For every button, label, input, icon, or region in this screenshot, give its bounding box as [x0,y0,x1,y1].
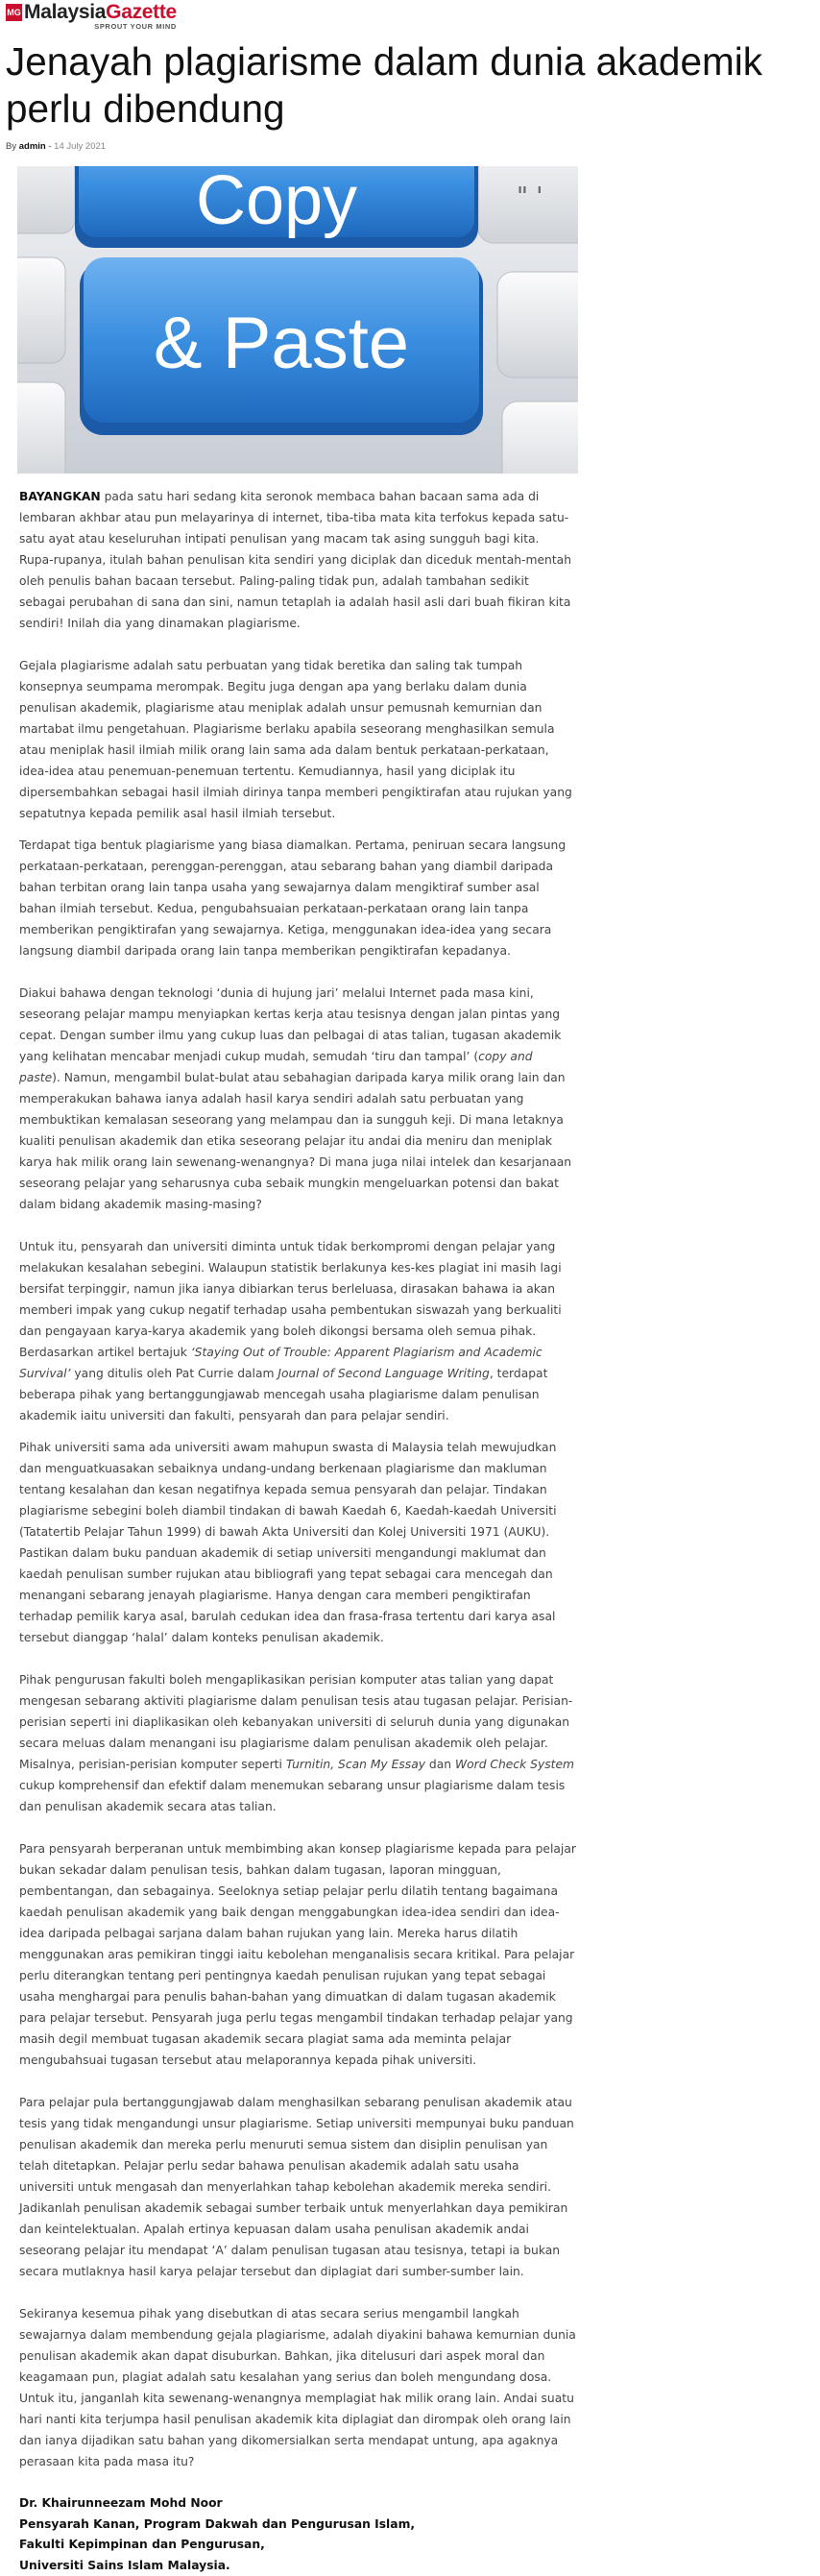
featured-image [17,166,578,474]
paste-key-label: & Paste [154,303,409,384]
logo-mark[interactable]: MG [6,4,22,21]
paragraph-9: Para pelajar pula bertanggungjawab dalam menghasilkan sebarang penulisan akademik atau tesis yang tidak mengandungi unsur plagiarisme. Setiap universiti mempunyai buku panduan penulisan akademik dan mereka perlu menuruti semua sistem dan disiplin penulisan yan telah ditetapkan. Pelajar perlu sedar bahawa penulisan akademik adalah satu usaha universiti untuk mengasah dan menyerlahkan tahap kebolehan akademik mereka sendiri. Jadikanlah penulisan akademik sebagai sumber terbaik untuk menyerlahkan daya pemikiran dan keintelektualan. Apalah ertinya kepuasan dalam usaha penulisan akademik andai seseorang pelajar itu mendapat ‘A’ dalam penulisan tugasan atau tesisnya, tetapi ia bukan secara mutlaknya hasil karya pelajar tersebut dan diplagiat dari sumber-sumber lain. [19,2092,576,2282]
logo-text[interactable] [24,3,177,22]
site-header [6,3,177,36]
signature-position: Pensyarah Kanan, Program Dakwah dan Pengurusan Islam, [19,2515,576,2536]
signature-university: Universiti Sains Islam Malaysia. [19,2556,576,2576]
paragraph-5 [19,1236,576,1426]
paragraph-3: Terdapat tiga bentuk plagiarisme yang biasa diamalkan. Pertama, peniruan secara langsung perkataan-perkataan, perenggan-perenggan, atau sebarang bahan yang diambil daripada bahan terbitan orang lain tanpa usaha yang sewajarnya dalam mengiktiraf sumber asal bahan ilmiah tersebut. Kedua, pengubahsuaian perkataan-perkataan orang lain tanpa memberikan pengiktirafan yang sewajarnya. Ketiga, menggunakan idea-idea yang secara langsung diambil daripada orang lain tanpa memberikan pengiktirafan kepadanya. [19,835,576,961]
author-signature [19,2493,576,2576]
byline-prefix: By [6,141,16,152]
signature-name: Dr. Khairunneezam Mohd Noor [19,2493,576,2515]
paragraph-1-text: pada satu hari sedang kita seronok membaca bahan bacaan sama ada di lembaran akhbar atau pun melayarinya di internet, tiba-tiba mata kita terfokus kepada satu-satu ayat atau keseluruhan intipati penulisan yang macam tak asing sungguh bagi kita. Rupa-rupanya, itulah bahan penulisan kita sendiri yang diciplak dan diceduk mentah-mentah oleh penulis bahan bacaan tersebut. Paling-paling tidak pun, adalah tambahan sedikit sebagai perubahan di sana dan sini, namun tetaplah ia adalah hasil asli dari buah fikiran kita sendiri! Inilah dia yang dinamakan plagiarisme. [19,490,571,630]
publish-date: 14 July 2021 [54,141,106,152]
paragraph-8: Para pensyarah berperanan untuk membimbing akan konsep plagiarisme kepada para pelajar bukan sekadar dalam penulisan tesis, bahkan dalam tugasan, laporan mingguan, pembentangan, dan sebagainya. Seeloknya setiap pelajar perlu dilatih tentang bagaimana kaedah penulisan akademik yang baik dengan menggabungkan idea-idea sendiri dan idea-idea daripada pelbagai sarjana dalam bahan rujukan yang lain. Mereka harus dilatih menggunakan aras pemikiran tinggi iaitu kebolehan menganalisis secara kritikal. Para pelajar perlu diterangkan tentang peri pentingnya kaedah penulisan rujukan yang tepat sebagai usaha menghargai para penulis bahan-bahan yang dimuatkan di dalam tugasan akademik para pelajar tersebut. Pensyarah juga perlu tegas mengambil tindakan terhadap pelajar yang masih degil membuat tugasan akademik secara plagiat sama ada meminta pelajar mengubahsuai tugasan tersebut atau melaporannya kepada pihak universiti. [19,1838,576,2071]
paragraph-2: Gejala plagiarisme adalah satu perbuatan yang tidak beretika dan saling tak tumpah konsepnya seumpama merompak. Begitu juga dengan apa yang berlaku dalam dunia penulisan akademik, plagiarisme atau meniplak adalah unsur pemusnah kemurnian dan martabat ilmu pengetahuan. Plagiarisme berlaku apabila seseorang menghasilkan semula atau meniplak hasil ilmiah milik orang lain sama ada dalam bentuk perkataan-perkataan, idea-idea atau penemuan-penemuan tertentu. Kemudiannya, hasil yang diciplak itu dipersembahkan sebagai hasil ilmiah dirinya tanpa memberi pengiktirafan atau rujukan yang sepatutnya kepada pemilik asal hasil ilmiah tersebut. [19,655,576,824]
article-title: Jenayah plagiarisme dalam dunia akademik perlu dibendung [6,38,812,133]
signature-faculty: Fakulti Kepimpinan dan Pengurusan, [19,2535,576,2556]
meta-separator: - [48,141,51,152]
logo-tagline: SPROUT YOUR MIND [24,22,177,31]
copy-key-label: Copy [196,166,357,239]
paragraph-4 [19,983,576,1215]
paragraph-5-article-title: ‘Staying Out of Trouble: Apparent Plagiarism and Academic Survival’ [19,1346,543,1380]
paragraph-7-text-c: cukup komprehensif dan efektif dalam menemukan sebarang unsur plagiarisme dalam tesis dan penulisan akademik secara atas talian. [19,1779,565,1813]
paragraph-10: Sekiranya kesemua pihak yang disebutkan di atas secara serius mengambil langkah sewajarnya dalam membendung gejala plagiarisme, adalah diyakini bahawa kemurnian dunia penulisan akademik akan dapat disuburkan. Bahkan, jika ditelusuri dari aspek moral dan keagamaan pun, plagiat adalah satu kesalahan yang serius dan boleh mengundang dosa. Untuk itu, janganlah kita sewenang-wenangnya memplagiat hak milik orang lain. Andai suatu hari nanti kita terjumpa hasil penulisan akademik kita diplagiat dan dirompak oleh orang lain dan ianya dijadikan satu bahan yang dikomersialkan serta mendapat untung, apa agaknya perasaan kita pada masa itu? [19,2303,576,2472]
paragraph-1 [19,486,576,634]
paragraph-7-software-names: Turnitin, Scan My Essay [286,1758,425,1771]
lead-word: BAYANGKAN [19,490,101,503]
paragraph-6: Pihak universiti sama ada universiti awam mahupun swasta di Malaysia telah mewujudkan dan menguatkuasakan sebaiknya undang-undang berkenaan plagiarisme dan makluman tentang kesalahan dan kesan negatifnya kepada semua pensyarah dan pelajar. Tindakan plagiarisme sebegini boleh diambil tindakan di bawah Kaedah 6, Kaedah-kaedah Universiti (Tatatertib Pelajar Tahun 1999) di bawah Akta Universiti dan Kolej Universiti 1971 (AUKU). Pastikan dalam buku panduan akademik di setiap universiti mengandungi maklumat dan kaedah penulisan sumber rujukan atau bibliografi yang tepat sebagai cara mencegah dan menangani sebarang jenayah plagiarisme. Hanya dengan cara memberi pengiktirafan terhadap pemilik karya asal, barulah cedukan idea dan frasa-frasa tertentu dari karya asal tersebut dianggap ‘halal’ dalam konteks penulisan akademik. [19,1437,576,1648]
logo-text-part1: Malaysia [24,1,106,23]
logo-text-part2: Gazette [106,1,177,23]
corner-key-glyph: " ' [517,182,543,211]
paragraph-7-software-name: Word Check System [455,1758,574,1771]
paragraph-4-emphasis: copy and paste [19,1050,533,1084]
article-meta [6,141,106,152]
paragraph-7 [19,1669,576,1817]
site-logo[interactable] [24,3,177,31]
paragraph-5-text-b: yang ditulis oleh Pat Currie dalam [71,1367,278,1380]
author-link[interactable]: admin [19,141,46,152]
paragraph-5-text-c: , terdapat beberapa pihak yang bertanggungjawab mencegah usaha plagiarisme dalam penulisan akademik iaitu universiti dan fakulti, pensyarah dan para pelajar sendiri. [19,1367,547,1422]
paragraph-4-text-a: Diakui bahawa dengan teknologi ‘dunia di hujung jari’ melalui Internet pada masa kini, seseorang pelajar mampu menyiapkan kertas kerja atau tesisnya dengan jalan pintas yang cepat. Dengan sumber ilmu yang cukup luas dan pelbagai di atas talian, tugasan akademik yang kelihatan mencabar menjadi cukup mudah, semudah ‘tiru dan tampal’ ( [19,986,561,1063]
paragraph-7-text-a: Pihak pengurusan fakulti boleh mengaplikasikan perisian komputer atas talian yang dapat mengesan sebarang aktiviti plagiarisme dalam penulisan tesis atau tugasan pelajar. Perisian-perisian seperti ini diaplikasikan oleh kebanyakan universiti di seluruh dunia yang digunakan secara meluas dalam menangani isu plagiarisme dalam penulisan akademik oleh pelajar. Misalnya, perisian-perisian komputer seperti [19,1673,572,1771]
copy-paste-keyboard-illustration [17,166,578,474]
paragraph-4-text-b: ). Namun, mengambil bulat-bulat atau sebahagian daripada karya milik orang lain dan memperakukan bahawa ianya adalah hasil karya sendiri adalah satu perbuatan yang membuktikan kemalasan seseorang yang melampau dan ia sungguh keji. Di mana letaknya kualiti penulisan akademik dan etika seseorang pelajar itu andai dia meniru dan meniplak karya hak milik orang lain sewenang-wenangnya? Di mana juga nilai intelek dan kesarjanaan seseorang pelajar yang seharusnya cuba sebaik mungkin mengeluarkan potensi dan bakat dalam bidang akademik masing-masing? [19,1071,571,1211]
article-body [19,486,576,2576]
paragraph-5-journal-title: Journal of Second Language Writing [277,1367,489,1380]
paragraph-5-text-a: Untuk itu, pensyarah dan universiti diminta untuk tidak berkompromi dengan pelajar yang melakukan kesalahan sebegini. Walaupun statistik berlakunya kes-kes plagiat ini masih lagi bersifat terpinggir, namun jika ianya dibiarkan terus berleluasa, dirasakan bahawa ia akan memberi impak yang cukup negatif terhadap usaha pembentukan siswazah yang berkualiti dan pengayaan karya-karya akademik yang boleh dikongsi bersama oleh semua pihak. Berdasarkan artikel bertajuk [19,1240,562,1359]
paragraph-7-text-b: dan [425,1758,455,1771]
